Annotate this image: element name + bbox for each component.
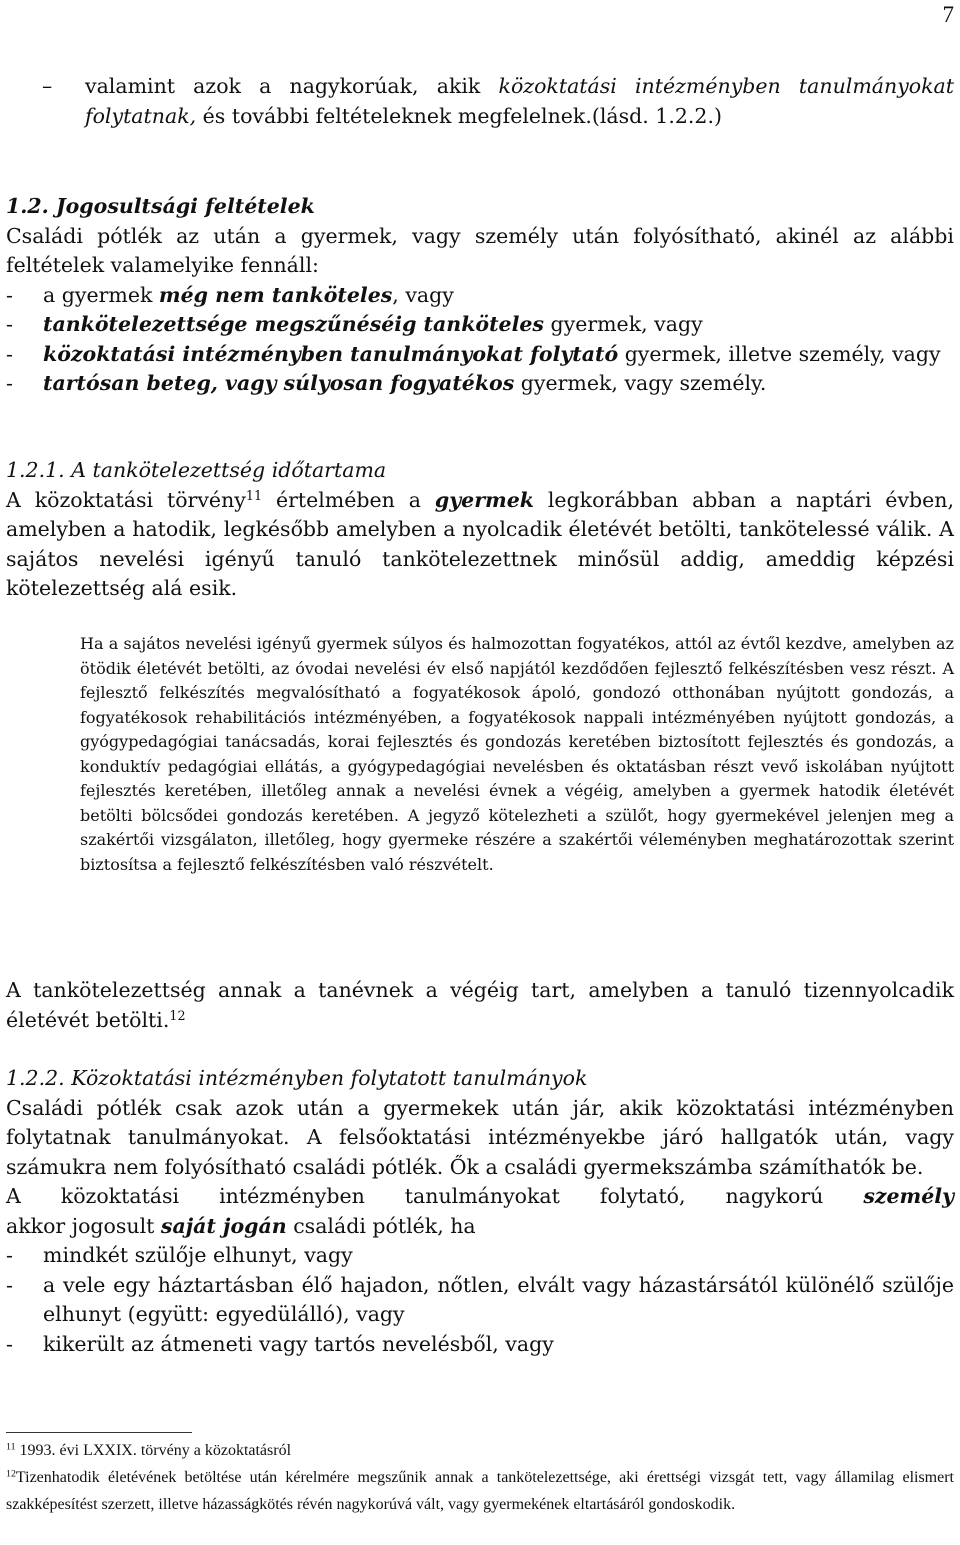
section-tankotelezettseg: [6, 456, 954, 604]
section-paragraph: A közoktatási törvény$^{11}$ értelmében a gyermek legkorábban abban a naptári évben, amelyben a hatodik, legkésőbb amelyben a nyolcadik életévét betölti, tankötelessé válik. A sajátos nevelési igényű tanuló tankötelezettnek minősül addig, ameddig képzési kötelezettség alá esik.: [6, 487, 954, 600]
footnote-ref: 11: [245, 487, 263, 503]
list-item: - a gyermek még nem tanköteles, vagy: [6, 282, 454, 307]
footnote-ref: 12: [169, 1007, 186, 1023]
footnotes: [6, 1437, 954, 1518]
footnote-separator: [6, 1432, 192, 1433]
list-item: - kikerült az átmeneti vagy tartós nevelésből, vagy: [6, 1331, 554, 1356]
section-jogosultsagi-feltetelek: [6, 192, 954, 399]
section-paragraph: A tankötelezettség annak a tanévnek a végéig tart, amelyben a tanuló tizennyolcadik életévét betölti.$^{12}$: [6, 978, 954, 1032]
list-item: - mindkét szülője elhunyt, vagy: [6, 1243, 353, 1267]
page-number: 7: [942, 2, 954, 27]
list-item: - közoktatási intézményben tanulmányokat folytató gyermek, illetve személy, vagy: [6, 341, 941, 366]
list-item: - tankötelezettsége megszűnéséig tanköteles gyermek, vagy: [6, 312, 703, 336]
list-item-text: valamint azok a nagykorúak, akik közoktatási intézményben tanulmányokat folytatnak, és további feltételeknek megfelelnek.(lásd. 1.2.2.): [85, 74, 954, 128]
section-tankotelezettseg-vege: [6, 976, 954, 1035]
footnote: $^{11}$ 1993. évi LXXIX. törvény a közoktatásról: [6, 1441, 292, 1459]
section-intro-paragraph: Családi pótlék az után a gyermek, vagy személy után folyósítható, akinél az alábbi feltételek valamelyike fennáll:: [6, 223, 954, 277]
section-paragraph: Családi pótlék csak azok után a gyermekek után jár, akik közoktatási intézményben folytatnak tanulmányokat. A felsőoktatási intézményekbe járó hallgatók után, vagy számukra nem folyósítható családi pótlék. Ők a családi gyermekszámba számíthatók be.: [6, 1095, 954, 1179]
intro-list-item: [6, 72, 954, 131]
section-kozoktatasi-tanulmanyok: [6, 1064, 954, 1359]
list-dash: –: [42, 74, 53, 98]
section-heading: 1.2.2. Közoktatási intézményben folytatott tanulmányok: [6, 1066, 588, 1090]
small-print-paragraph: Ha a sajátos nevelési igényű gyermek súlyos és halmozottan fogyatékos, attól az évtől kezdve, amelyben az ötödik életévét betölti, az óvodai nevelési év első napjától kezdődően fejlesztő felkészítésben vesz részt. A fejlesztő felkészítés megvalósítható a fogyatékosok ápoló, gondozó otthonában nyújtott gondozás, a fogyatékosok rehabilitációs intézményében, a fogyatékosok nappali intézményében nyújtott gondozás, a gyógypedagógiai tanácsadás, korai fejlesztés és gondozás keretében biztosított fejlesztés és gondozás, a konduktív pedagógiai ellátás, a gyógypedagógiai nevelésben és oktatásban részt vevő iskolában nyújtott fejlesztés keretében, illetőleg annak a nevelési évnek a végéig, amelyben a gyermek hatodik életévét betölti bölcsődei gondozás keretében. A jegyző kötelezheti a szülőt, hogy gyermekével jelenjen meg a szakértői vizsgálaton, illetőleg, hogy gyermeke részére a szakértői véleményben meghatározottak szerint biztosítsa a fejlesztő felkészítésben való részvételt.: [80, 634, 954, 874]
section-paragraph: A közoktatási intézményben tanulmányokat folytató, nagykorú személy akkor jogosult saját jogán családi pótlék, ha: [6, 1184, 954, 1238]
section-heading: 1.2. Jogosultsági feltételek: [6, 194, 315, 218]
footnote: $^{12}$Tizenhatodik életévének betöltése után kérelmére megszűnik annak a tankötelezettsége, aki érettségi vizsgát tett, vagy államilag elismert szakképesítést szerzett, illetve házasságkötés révén nagykorúvá vált, vagy gyermekének eltartásáról gondoskodik.: [6, 1468, 954, 1513]
list-item: - tartósan beteg, vagy súlyosan fogyatékos gyermek, vagy személy.: [6, 371, 767, 395]
section-heading: 1.2.1. A tankötelezettség időtartama: [6, 458, 387, 482]
list-item: - a vele egy háztartásban élő hajadon, nőtlen, elvált vagy házastársától különélő szülője elhunyt (együtt: egyedülálló), vagy: [6, 1272, 954, 1326]
